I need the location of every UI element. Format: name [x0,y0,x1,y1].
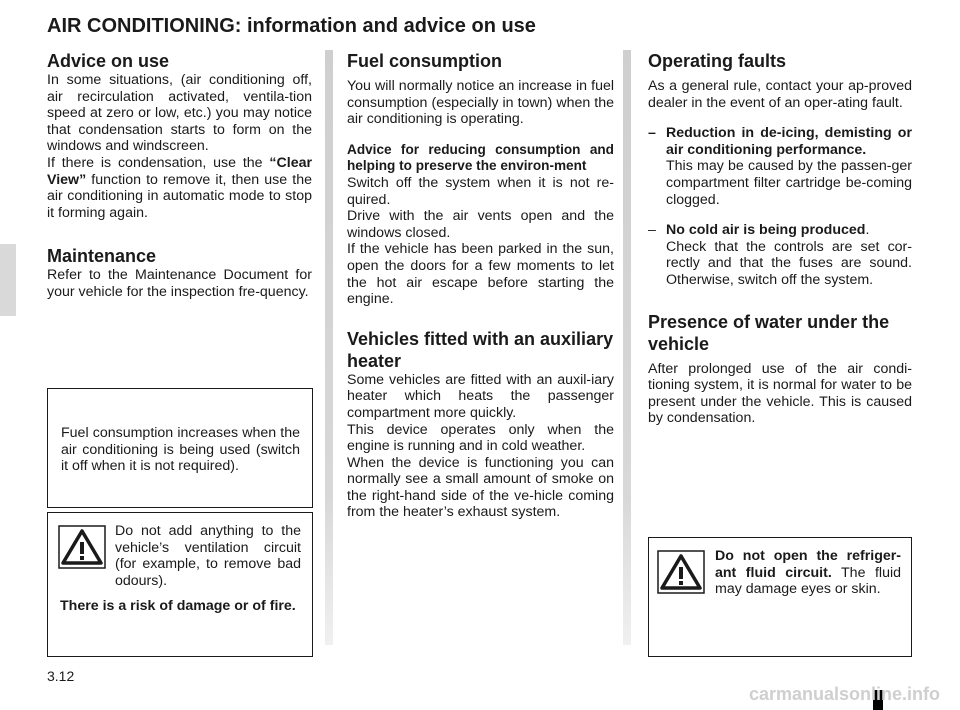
fault-title: Reduction in de-icing, demisting or air conditioning performance. [666,125,912,158]
fault-item [648,125,912,208]
fault-text: This may be caused by the passen-ger compartment filter cartridge be-coming clogged. [666,158,912,208]
watermark: carmanualsonline.info [748,684,940,704]
faults-heading: Operating faults [648,51,787,71]
advice-text: In some situations, (air conditioning off, air recirculation activated, ventila-tion speed at zero or low, etc.) you may notice that condensation starts to form on the windows and windscreen. [47,72,312,155]
section-tab [0,244,16,316]
clear-view-term: “Clear View” [47,154,312,188]
water-heading: Presence of water under the vehicle [648,311,890,354]
heater-text-2: This device operates only when the engine is running and in cold weather. [347,421,614,455]
fault-title [666,222,912,239]
advice-heading: Advice on use [47,51,170,71]
warning-icon [657,550,705,594]
fuel-note-box [47,388,313,508]
water-text: After prolonged use of the air condi-tioning system, it is normal for water to be present under the vehicle. This is caused by condensation. [648,360,912,427]
page-title: AIR CONDITIONING: information and advice on use [47,15,536,37]
fuel-text: You will normally notice an increase in fuel consumption (especially in town) when the air conditioning is operating. [347,78,614,128]
refrigerant-warning-bold: Do not open the refriger-ant fluid circuit. [715,548,901,581]
page-number: 3.12 [47,668,75,684]
maintenance-text: Refer to the Maintenance Document for your vehicle for the inspection fre-quency. [47,267,312,300]
column-divider [623,50,631,645]
ventilation-warning-box [47,512,313,657]
dash: – [648,125,656,142]
left-column [47,50,312,301]
fuel-note-text: Fuel consumption increases when the air conditioning is being used (switch it off when it is not required). [61,425,300,475]
warning-icon [58,525,106,569]
middle-column [347,50,614,521]
fault-title-bold: No cold air is being produced [666,222,866,239]
column-divider [325,50,333,645]
faults-text: As a general rule, contact your ap-proved dealer in the event of an oper-ating fault. [648,78,912,111]
right-column [648,50,912,427]
heater-text-3: When the device is functioning you can normally see a small amount of smoke on the right-hand side of the ve-hicle coming from the heater’s exhaust system. [347,454,614,521]
heater-heading: Vehicles fitted with an auxiliary heater [347,328,614,371]
text-span: function to remove it, then use the air conditioning in automatic mode to stop it forming again. [47,171,312,221]
text-span: If there is condensation, use the [47,154,270,171]
advice-line-1: Switch off the system when it is not re-quired. [347,174,614,208]
dash: – [648,222,656,239]
advice-line-3: If the vehicle has been parked in the sun, open the doors for a few moments to let the hot air escape before starting the engine. [347,241,614,308]
refrigerant-warning-box [648,537,912,657]
ventilation-warning-text: Do not add anything to the vehicle’s ventilation circuit (for example, to remove bad odours). [115,523,301,589]
advice-subheading: Advice for reducing consumption and helping to preserve the environ-ment [347,141,614,174]
text-span: The fluid may damage eyes or skin. [715,564,901,598]
fuel-heading: Fuel consumption [347,51,502,71]
fault-text: Check that the controls are set cor-rectly and that the fuses are sound. Otherwise, switch off the system. [666,238,912,288]
advice-line-2: Drive with the air vents open and the windows closed. [347,208,614,241]
text-span: . [865,222,870,239]
fire-warning-text: There is a risk of damage or of fire. [60,598,296,614]
clear-view-text [47,155,312,221]
fault-item [648,222,912,288]
refrigerant-warning-text [715,548,901,598]
maintenance-heading: Maintenance [47,246,157,267]
heater-text-1: Some vehicles are fitted with an auxil-iary heater which heats the passenger compartment more quickly. [347,371,614,421]
